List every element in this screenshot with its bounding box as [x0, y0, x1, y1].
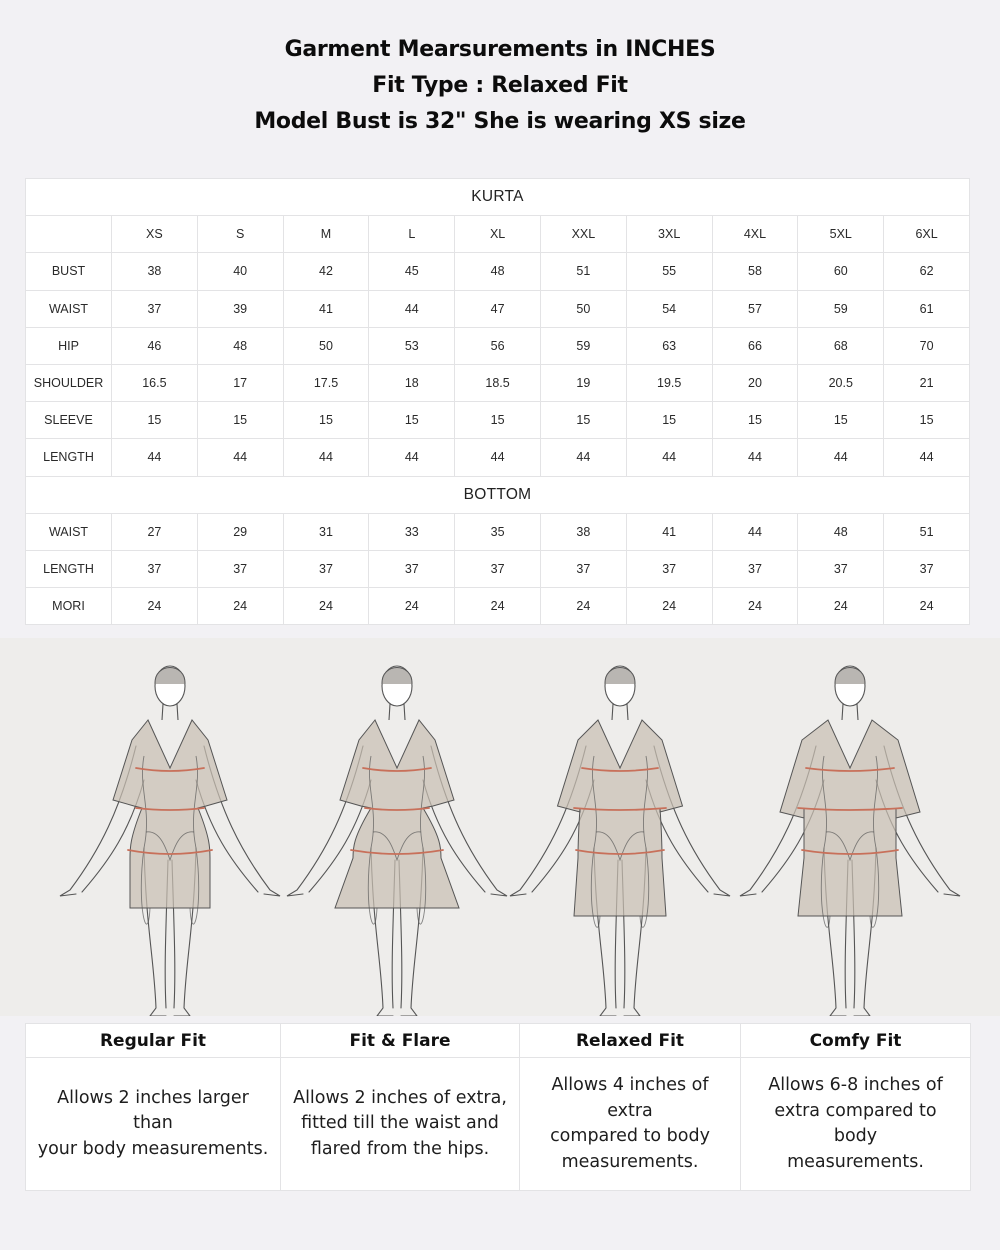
measurement-value: 60	[798, 253, 884, 290]
measurement-value: 15	[884, 402, 970, 439]
size-header-xl: XL	[455, 216, 541, 253]
measurement-value: 37	[626, 550, 712, 587]
page-header	[0, 32, 1000, 140]
measurement-value: 37	[112, 550, 198, 587]
measurement-value: 18.5	[455, 364, 541, 401]
measurement-value: 44	[455, 439, 541, 476]
measurement-value: 44	[798, 439, 884, 476]
measurement-label: LENGTH	[26, 550, 112, 587]
measurement-value: 18	[369, 364, 455, 401]
measurement-value: 44	[712, 439, 798, 476]
measurement-value: 39	[197, 290, 283, 327]
fit-title-fit-flare: Fit & Flare	[281, 1024, 520, 1058]
measurement-label: LENGTH	[26, 439, 112, 476]
model-size-note: Model Bust is 32" She is wearing XS size	[254, 109, 746, 134]
size-header-5xl: 5XL	[798, 216, 884, 253]
measurement-value: 38	[112, 253, 198, 290]
measurement-value: 42	[283, 253, 369, 290]
measurement-value: 51	[540, 253, 626, 290]
measurement-value: 37	[798, 550, 884, 587]
bottom-row-mori	[26, 588, 970, 625]
measurement-value: 15	[112, 402, 198, 439]
measurement-label: BUST	[26, 253, 112, 290]
fit-description-relaxed-fit	[520, 1058, 741, 1191]
measurement-value: 37	[112, 290, 198, 327]
kurta-section-row	[26, 179, 970, 216]
measurement-label: WAIST	[26, 290, 112, 327]
measurement-value: 57	[712, 290, 798, 327]
description-line: Allows 2 inches of extra,	[293, 1087, 507, 1108]
kurta-section-title: KURTA	[26, 179, 970, 216]
measurement-value: 59	[540, 327, 626, 364]
measurement-value: 44	[112, 439, 198, 476]
size-header-xxl: XXL	[540, 216, 626, 253]
measurement-value: 56	[455, 327, 541, 364]
size-chart-table	[25, 178, 970, 625]
measurement-value: 37	[197, 550, 283, 587]
measurement-label: SHOULDER	[26, 364, 112, 401]
size-header-xs: XS	[112, 216, 198, 253]
measurement-label: HIP	[26, 327, 112, 364]
bottom-section-title: BOTTOM	[26, 476, 970, 513]
measurement-value: 63	[626, 327, 712, 364]
fit-title-comfy-fit: Comfy Fit	[741, 1024, 971, 1058]
measurement-value: 17.5	[283, 364, 369, 401]
fit-type-label: Fit Type : Relaxed Fit	[372, 73, 628, 98]
measurement-value: 51	[884, 513, 970, 550]
measurement-value: 48	[455, 253, 541, 290]
measurement-value: 41	[626, 513, 712, 550]
measurement-value: 44	[540, 439, 626, 476]
description-line: measurements.	[787, 1151, 924, 1172]
measurement-value: 40	[197, 253, 283, 290]
measurement-value: 15	[712, 402, 798, 439]
measurement-value: 21	[884, 364, 970, 401]
description-line: your body measurements.	[37, 1138, 269, 1159]
measurement-value: 24	[540, 588, 626, 625]
measurement-value: 16.5	[112, 364, 198, 401]
measurement-value: 15	[540, 402, 626, 439]
fit-description-regular-fit	[26, 1058, 281, 1191]
measurement-value: 24	[369, 588, 455, 625]
measurement-value: 37	[540, 550, 626, 587]
measurement-value: 48	[798, 513, 884, 550]
measurement-label: MORI	[26, 588, 112, 625]
measurement-value: 45	[369, 253, 455, 290]
measurement-value: 19	[540, 364, 626, 401]
measurement-value: 24	[884, 588, 970, 625]
measurement-value: 24	[283, 588, 369, 625]
measurement-value: 24	[455, 588, 541, 625]
measurement-value: 62	[884, 253, 970, 290]
description-line: Allows 6-8 inches of	[768, 1075, 943, 1095]
page-title: Garment Mearsurements in INCHES	[284, 37, 716, 62]
measurement-value: 35	[455, 513, 541, 550]
kurta-row-hip	[26, 327, 970, 364]
measurement-value: 37	[283, 550, 369, 587]
description-line: flared from the hips.	[310, 1138, 490, 1159]
kurta-row-length	[26, 439, 970, 476]
measurement-value: 41	[283, 290, 369, 327]
measurement-value: 48	[197, 327, 283, 364]
comfy-fit-figure	[730, 638, 970, 1016]
measurement-value: 54	[626, 290, 712, 327]
measurement-value: 58	[712, 253, 798, 290]
measurement-value: 44	[369, 290, 455, 327]
measurement-value: 59	[798, 290, 884, 327]
measurement-value: 15	[197, 402, 283, 439]
size-header-s: S	[197, 216, 283, 253]
measurement-label: SLEEVE	[26, 402, 112, 439]
fit-title-relaxed-fit: Relaxed Fit	[520, 1024, 741, 1058]
kurta-row-sleeve	[26, 402, 970, 439]
measurement-label: WAIST	[26, 513, 112, 550]
description-line: Allows 4 inches of extra	[551, 1075, 709, 1121]
measurement-value: 44	[884, 439, 970, 476]
measurement-value: 61	[884, 290, 970, 327]
description-line: measurements.	[561, 1151, 699, 1172]
measurement-value: 44	[369, 439, 455, 476]
relaxed-fit-figure	[500, 638, 740, 1016]
measurement-value: 24	[626, 588, 712, 625]
measurement-value: 44	[712, 513, 798, 550]
measurement-value: 55	[626, 253, 712, 290]
regular-fit-figure	[50, 638, 290, 1016]
measurement-value: 15	[798, 402, 884, 439]
measurement-value: 24	[798, 588, 884, 625]
measurement-value: 68	[798, 327, 884, 364]
fit-description-comfy-fit	[741, 1058, 971, 1191]
description-line: extra compared to body	[774, 1100, 937, 1146]
fit-description-fit-flare	[281, 1058, 520, 1191]
empty-corner-cell	[26, 216, 112, 253]
size-header-3xl: 3XL	[626, 216, 712, 253]
size-header-m: M	[283, 216, 369, 253]
size-header-6xl: 6XL	[884, 216, 970, 253]
measurement-value: 17	[197, 364, 283, 401]
measurement-value: 19.5	[626, 364, 712, 401]
measurement-value: 37	[455, 550, 541, 587]
measurement-value: 53	[369, 327, 455, 364]
measurement-value: 29	[197, 513, 283, 550]
bottom-row-waist	[26, 513, 970, 550]
kurta-row-bust	[26, 253, 970, 290]
kurta-row-waist	[26, 290, 970, 327]
fit-types-table	[25, 1023, 971, 1191]
measurement-value: 38	[540, 513, 626, 550]
description-line: compared to body	[550, 1126, 710, 1146]
measurement-value: 46	[112, 327, 198, 364]
size-header-l: L	[369, 216, 455, 253]
description-line: Allows 2 inches larger than	[57, 1087, 249, 1134]
size-header-row	[26, 216, 970, 253]
bottom-row-length	[26, 550, 970, 587]
measurement-value: 24	[197, 588, 283, 625]
measurement-value: 15	[626, 402, 712, 439]
measurement-value: 27	[112, 513, 198, 550]
fit-and-flare-figure	[277, 638, 517, 1016]
measurement-value: 37	[369, 550, 455, 587]
measurement-value: 37	[884, 550, 970, 587]
kurta-row-shoulder	[26, 364, 970, 401]
measurement-value: 37	[712, 550, 798, 587]
description-line: fitted till the waist and	[301, 1113, 499, 1134]
fit-illustrations	[0, 638, 1000, 1016]
measurement-value: 15	[369, 402, 455, 439]
measurement-value: 20.5	[798, 364, 884, 401]
measurement-value: 15	[455, 402, 541, 439]
measurement-value: 44	[283, 439, 369, 476]
measurement-value: 50	[540, 290, 626, 327]
measurement-value: 33	[369, 513, 455, 550]
measurement-value: 24	[112, 588, 198, 625]
measurement-value: 15	[283, 402, 369, 439]
measurement-value: 20	[712, 364, 798, 401]
measurement-value: 31	[283, 513, 369, 550]
bottom-section-row	[26, 476, 970, 513]
fit-title-regular-fit: Regular Fit	[26, 1024, 281, 1058]
size-header-4xl: 4XL	[712, 216, 798, 253]
measurement-value: 70	[884, 327, 970, 364]
measurement-value: 24	[712, 588, 798, 625]
measurement-value: 66	[712, 327, 798, 364]
measurement-value: 50	[283, 327, 369, 364]
measurement-value: 44	[626, 439, 712, 476]
measurement-value: 47	[455, 290, 541, 327]
measurement-value: 44	[197, 439, 283, 476]
